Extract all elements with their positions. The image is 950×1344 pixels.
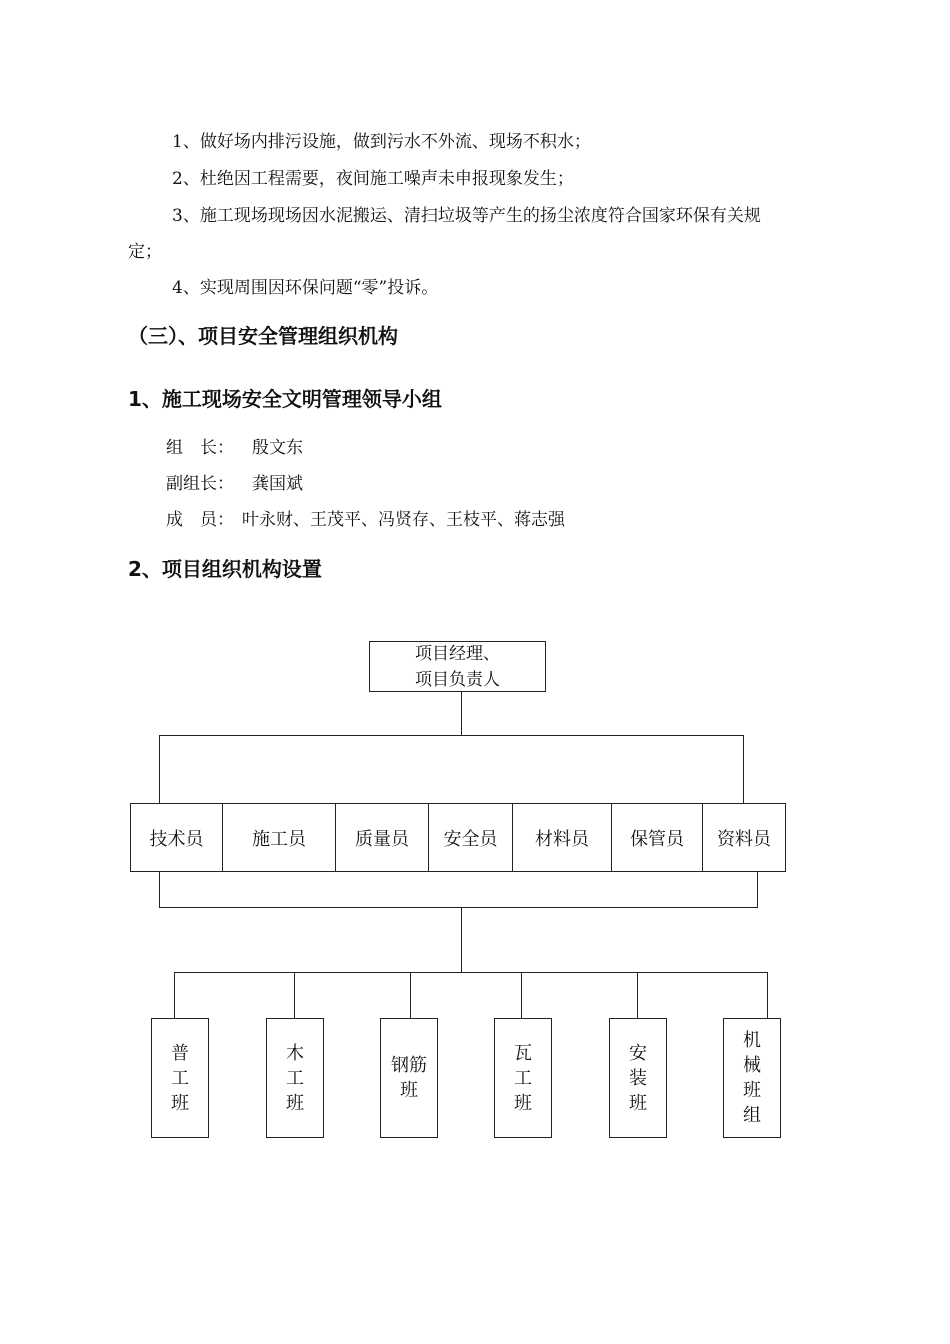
connector-line <box>159 907 758 908</box>
team-label: 瓦 工 班 <box>514 1042 532 1114</box>
team-box-rebar <box>380 1018 438 1138</box>
subsection-1-title: 1、施工现场安全文明管理领导小组 <box>128 387 442 411</box>
connector-line <box>159 735 744 736</box>
team-label: 机 械 班 组 <box>743 1030 761 1126</box>
connector-line <box>461 692 462 735</box>
connector-line <box>743 735 744 803</box>
team-box-masonry <box>494 1018 552 1138</box>
env-item-2: 2、杜绝因工程需要，夜间施工噪声未申报现象发生； <box>172 169 574 189</box>
team-box-general <box>151 1018 209 1138</box>
staff-box-safety: 安全员 <box>428 803 513 872</box>
team-label: 安 装 班 <box>629 1042 647 1114</box>
connector-line <box>159 872 160 907</box>
team-box-machinery <box>723 1018 781 1138</box>
team-box-installation <box>609 1018 667 1138</box>
connector-line <box>410 972 411 1018</box>
team-label: 木 工 班 <box>286 1042 304 1114</box>
section-title: （三）、项目安全管理组织机构 <box>128 324 398 348</box>
connector-line <box>174 972 175 1018</box>
members-label: 成 员： <box>166 510 234 530</box>
connector-line <box>174 972 768 973</box>
team-label: 普 工 班 <box>171 1042 189 1114</box>
org-top-box: 项目经理、 项目负责人 <box>369 641 546 692</box>
team-label: 钢筋 班 <box>391 1055 427 1101</box>
env-item-3: 3、施工现场现场因水泥搬运、清扫垃圾等产生的扬尘浓度符合国家环保有关规 <box>172 206 761 226</box>
connector-line <box>461 907 462 972</box>
connector-line <box>294 972 295 1018</box>
staff-box-quality: 质量员 <box>335 803 429 872</box>
connector-line <box>757 872 758 907</box>
deputy-name: 龚国斌 <box>252 474 303 494</box>
staff-box-storekeeper: 保管员 <box>611 803 703 872</box>
leader-name: 殷文东 <box>252 438 303 458</box>
leader-label: 组 长： <box>166 438 234 458</box>
connector-line <box>521 972 522 1018</box>
connector-line <box>637 972 638 1018</box>
staff-box-technician: 技术员 <box>130 803 223 872</box>
members-list: 叶永财、王茂平、冯贤存、王枝平、蒋志强 <box>242 510 565 530</box>
env-item-4: 4、实现周围因环保问题“零”投诉。 <box>172 278 439 298</box>
subsection-2-title: 2、项目组织机构设置 <box>128 557 322 581</box>
env-item-1: 1、做好场内排污设施，做到污水不外流、现场不积水； <box>172 132 591 152</box>
staff-box-construction: 施工员 <box>222 803 336 872</box>
deputy-label: 副组长： <box>166 474 234 494</box>
connector-line <box>767 972 768 1018</box>
connector-line <box>159 735 160 803</box>
team-box-carpentry <box>266 1018 324 1138</box>
staff-box-documents: 资料员 <box>702 803 786 872</box>
env-item-3-cont: 定； <box>128 242 162 262</box>
staff-box-materials: 材料员 <box>512 803 612 872</box>
